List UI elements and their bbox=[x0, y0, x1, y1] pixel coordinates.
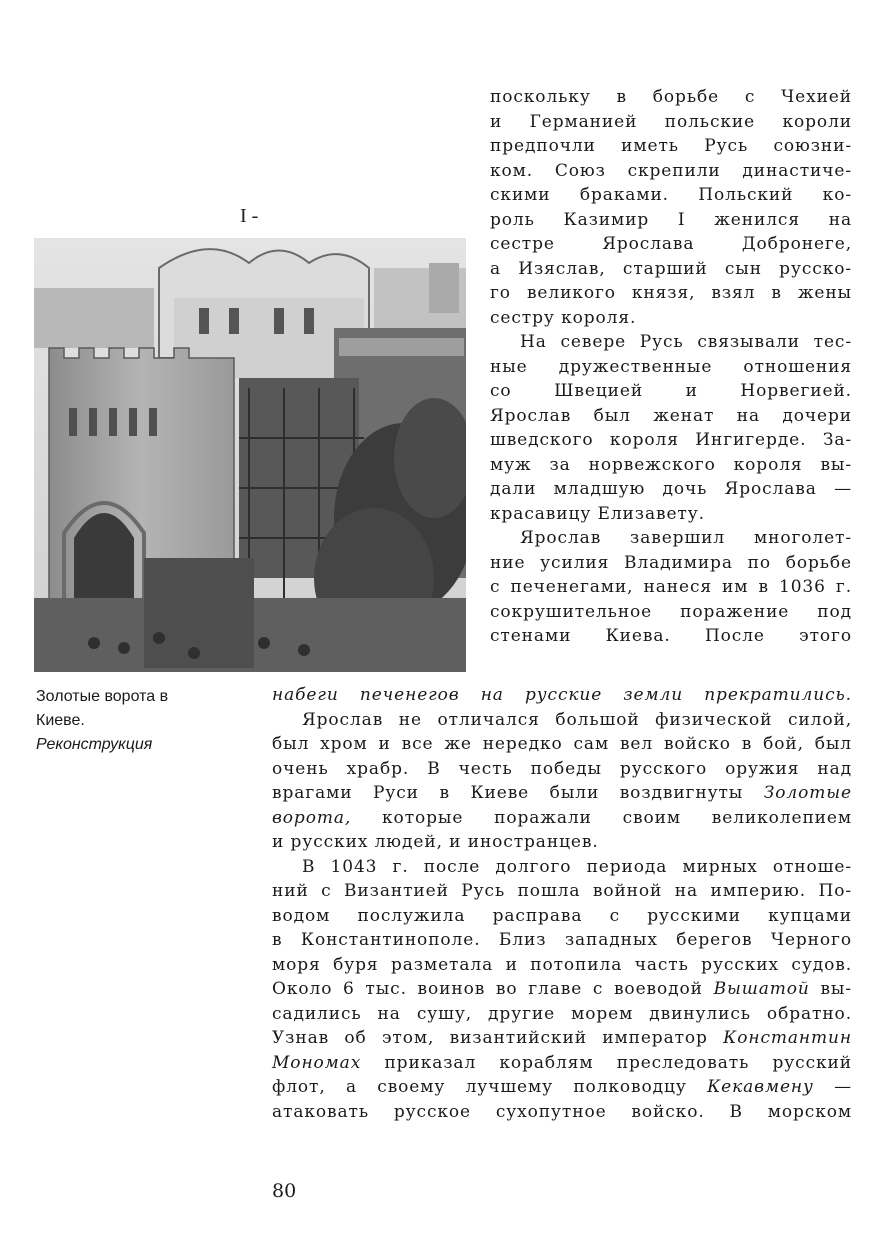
text-run: Константин bbox=[723, 1028, 852, 1048]
text-line: сестре Ярослава Добронеге, bbox=[490, 234, 852, 254]
text-line: а Изяслав, старший сын русско- bbox=[490, 258, 852, 279]
text-line: атаковать русское сухопутное войско. В морском bbox=[272, 1101, 852, 1122]
text-line: шведского короля Ингигерде. За- bbox=[490, 430, 852, 450]
text-run: врагами Руси в Киеве были воздвигнуты bbox=[272, 783, 744, 803]
text-line: был хром и все же нередко сам вел войско в бой, был bbox=[272, 734, 852, 754]
text-line: Ярослав не отличался большой физической силой, bbox=[302, 709, 852, 730]
text-line: дали младшую дочь Ярослава — bbox=[490, 479, 852, 499]
text-line: ний с Византией Русь пошла войной на империю. По- bbox=[272, 881, 852, 901]
caption-line: Киеве. bbox=[36, 712, 85, 729]
text-line: ные дружественные отношения bbox=[490, 356, 852, 377]
text-line: На севере Русь связывали тес- bbox=[520, 332, 852, 352]
text-run: которые поражали своим великолепием bbox=[382, 807, 852, 828]
text-line: предпочли иметь Русь союзни- bbox=[490, 136, 852, 156]
text-line: ние усилия Владимира по борьбе bbox=[490, 552, 852, 573]
text-line: сокрушительное поражение под bbox=[490, 601, 852, 622]
text-line bbox=[272, 1051, 852, 1076]
text-line bbox=[272, 1026, 852, 1051]
text-line: Ярослав завершил многолет- bbox=[520, 528, 852, 548]
text-line: и русских людей, и иностранцев. bbox=[272, 832, 599, 852]
caption-line: Реконструкция bbox=[36, 736, 153, 753]
text-line bbox=[272, 977, 852, 1002]
golden-gate-photo bbox=[34, 238, 466, 672]
text-line: садились на сушу, другие морем двинулись обратно. bbox=[272, 1003, 852, 1024]
caption-line: Золотые ворота в bbox=[36, 688, 169, 705]
text-line: набеги печенегов на русские земли прекратились. bbox=[272, 685, 852, 705]
text-run: приказал кораблям преследовать русский bbox=[384, 1052, 852, 1073]
text-line: красавицу Елизавету. bbox=[490, 503, 705, 524]
text-run: Вышатой bbox=[713, 979, 810, 999]
text-line: го великого князя, взял в жены bbox=[490, 283, 852, 303]
text-run: Около 6 тыс. воинов во главе с воеводой bbox=[272, 979, 703, 999]
text-run: ворота, bbox=[272, 807, 352, 828]
text-line: и Германией польские короли bbox=[490, 111, 852, 132]
text-line: муж за норвежского короля вы- bbox=[490, 454, 852, 475]
main-column-text bbox=[272, 683, 852, 1124]
text-run: Кекавмену bbox=[707, 1077, 814, 1097]
text-line: Ярослав был женат на дочери bbox=[490, 405, 852, 426]
text-line: роль Казимир I женился на bbox=[490, 209, 852, 230]
text-line bbox=[272, 1075, 852, 1100]
figure-mark: I - bbox=[240, 205, 259, 227]
text-line: стенами Киева. После этого bbox=[490, 626, 852, 646]
text-line: очень храбр. В честь победы русского оружия над bbox=[272, 758, 852, 779]
page-number: 80 bbox=[272, 1180, 297, 1202]
text-line: со Швецией и Норвегией. bbox=[490, 381, 852, 401]
text-line bbox=[272, 781, 852, 806]
text-run: флот, а своему лучшему полководцу bbox=[272, 1077, 687, 1097]
figure-caption bbox=[36, 685, 216, 757]
text-line: с печенегами, нанеся им в 1036 г. bbox=[490, 577, 852, 597]
text-line: сестру короля. bbox=[490, 307, 637, 328]
text-line: в Константинополе. Близ западных берегов Черного bbox=[272, 930, 852, 950]
text-line: моря буря разметала и потопила часть русских судов. bbox=[272, 954, 852, 975]
text-run: вы- bbox=[820, 979, 852, 999]
text-run: — bbox=[834, 1077, 853, 1097]
right-column-text bbox=[490, 85, 852, 649]
text-line: ком. Союз скрепили династиче- bbox=[490, 160, 852, 181]
text-line: скими браками. Польский ко- bbox=[490, 185, 852, 205]
text-run: Мономах bbox=[272, 1052, 362, 1073]
text-run: Золотые bbox=[763, 783, 852, 803]
text-run: Узнав об этом, византийский император bbox=[272, 1028, 708, 1048]
text-line: В 1043 г. после долгого периода мирных отноше- bbox=[302, 856, 852, 877]
text-line: водом послужила расправа с русскими купцами bbox=[272, 905, 852, 926]
text-line bbox=[272, 806, 852, 831]
text-line: поскольку в борьбе с Чехией bbox=[490, 87, 852, 107]
